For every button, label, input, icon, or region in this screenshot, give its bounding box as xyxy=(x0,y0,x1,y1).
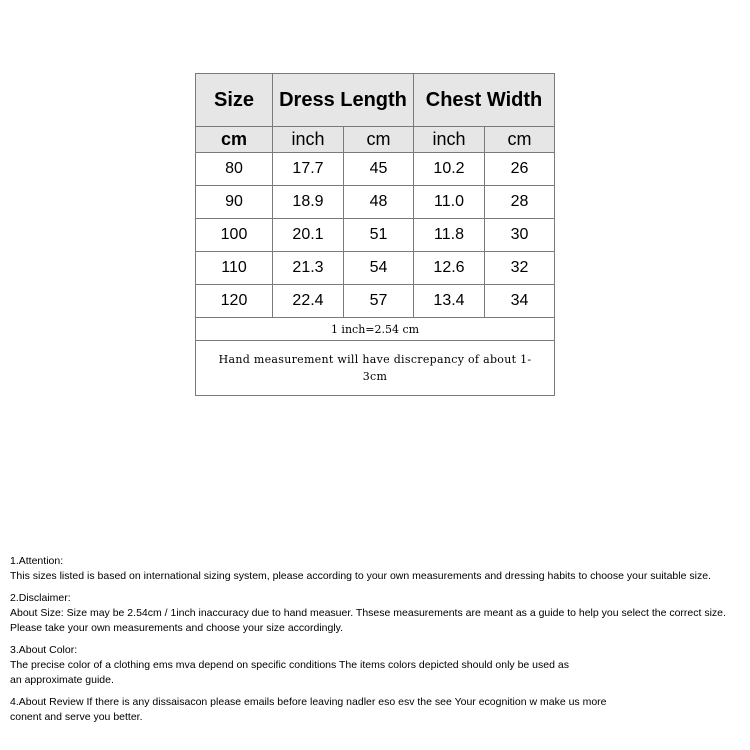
discrepancy-row xyxy=(196,341,555,396)
cell-length-inch: 21.3 xyxy=(273,252,344,285)
unit-length-inch: inch xyxy=(273,127,344,153)
attention-text: This sizes listed is based on international sizing system, please according to your own measurements and dressing habits to choose your suitable size. xyxy=(10,570,711,582)
cell-length-cm: 51 xyxy=(344,219,414,252)
cell-size: 80 xyxy=(196,153,273,186)
cell-length-inch: 22.4 xyxy=(273,285,344,318)
cell-chest-inch: 13.4 xyxy=(414,285,485,318)
discrepancy-line-2: 3cm xyxy=(362,370,388,383)
attention-title: 1.Attention: xyxy=(10,555,64,567)
review-line-2: conent and serve you better. xyxy=(10,711,143,723)
cell-chest-inch: 12.6 xyxy=(414,252,485,285)
disclaimer-line-1: About Size: Size may be 2.54cm / 1inch inaccuracy due to hand measuer. Thsese measurements are meant as a guide to help you select the correct size. xyxy=(10,607,726,619)
size-chart-table xyxy=(195,73,555,396)
table-row xyxy=(196,252,555,285)
discrepancy-line-1: Hand measurement will have discrepancy of about 1- xyxy=(218,353,532,366)
table-row xyxy=(196,219,555,252)
cell-length-cm: 48 xyxy=(344,186,414,219)
unit-chest-cm: cm xyxy=(485,127,555,153)
cell-size: 100 xyxy=(196,219,273,252)
cell-length-cm: 54 xyxy=(344,252,414,285)
notes-section xyxy=(10,554,748,725)
unit-chest-inch: inch xyxy=(414,127,485,153)
conversion-note: 1 inch=2.54 cm xyxy=(196,318,555,341)
cell-size: 90 xyxy=(196,186,273,219)
cell-chest-cm: 28 xyxy=(485,186,555,219)
cell-size: 120 xyxy=(196,285,273,318)
cell-chest-inch: 10.2 xyxy=(414,153,485,186)
cell-size: 110 xyxy=(196,252,273,285)
cell-length-cm: 57 xyxy=(344,285,414,318)
cell-length-inch: 20.1 xyxy=(273,219,344,252)
cell-length-inch: 17.7 xyxy=(273,153,344,186)
header-dress-length: Dress Length xyxy=(273,74,414,127)
header-chest-width: Chest Width xyxy=(414,74,555,127)
table-row xyxy=(196,186,555,219)
cell-chest-cm: 34 xyxy=(485,285,555,318)
table-row xyxy=(196,285,555,318)
unit-size-cm: cm xyxy=(196,127,273,153)
disclaimer-title: 2.Disclaimer: xyxy=(10,592,71,604)
units-row xyxy=(196,127,555,153)
color-line-2: an approximate guide. xyxy=(10,674,114,686)
review-line-1: 4.About Review If there is any dissaisacon please emails before leaving nadler eso esv the see Your ecognition w make us more xyxy=(10,696,607,708)
cell-length-inch: 18.9 xyxy=(273,186,344,219)
unit-length-cm: cm xyxy=(344,127,414,153)
cell-chest-cm: 26 xyxy=(485,153,555,186)
table-row xyxy=(196,153,555,186)
disclaimer-line-2: Please take your own measurements and choose your size accordingly. xyxy=(10,622,344,634)
cell-chest-inch: 11.0 xyxy=(414,186,485,219)
cell-chest-cm: 30 xyxy=(485,219,555,252)
color-title: 3.About Color: xyxy=(10,644,78,656)
discrepancy-note xyxy=(196,341,555,396)
header-size: Size xyxy=(196,74,273,127)
cell-chest-inch: 11.8 xyxy=(414,219,485,252)
header-row xyxy=(196,74,555,127)
color-line-1: The precise color of a clothing ems mva depend on specific conditions The items colors depicted should only be used as xyxy=(10,659,569,671)
conversion-row xyxy=(196,318,555,341)
cell-chest-cm: 32 xyxy=(485,252,555,285)
cell-length-cm: 45 xyxy=(344,153,414,186)
